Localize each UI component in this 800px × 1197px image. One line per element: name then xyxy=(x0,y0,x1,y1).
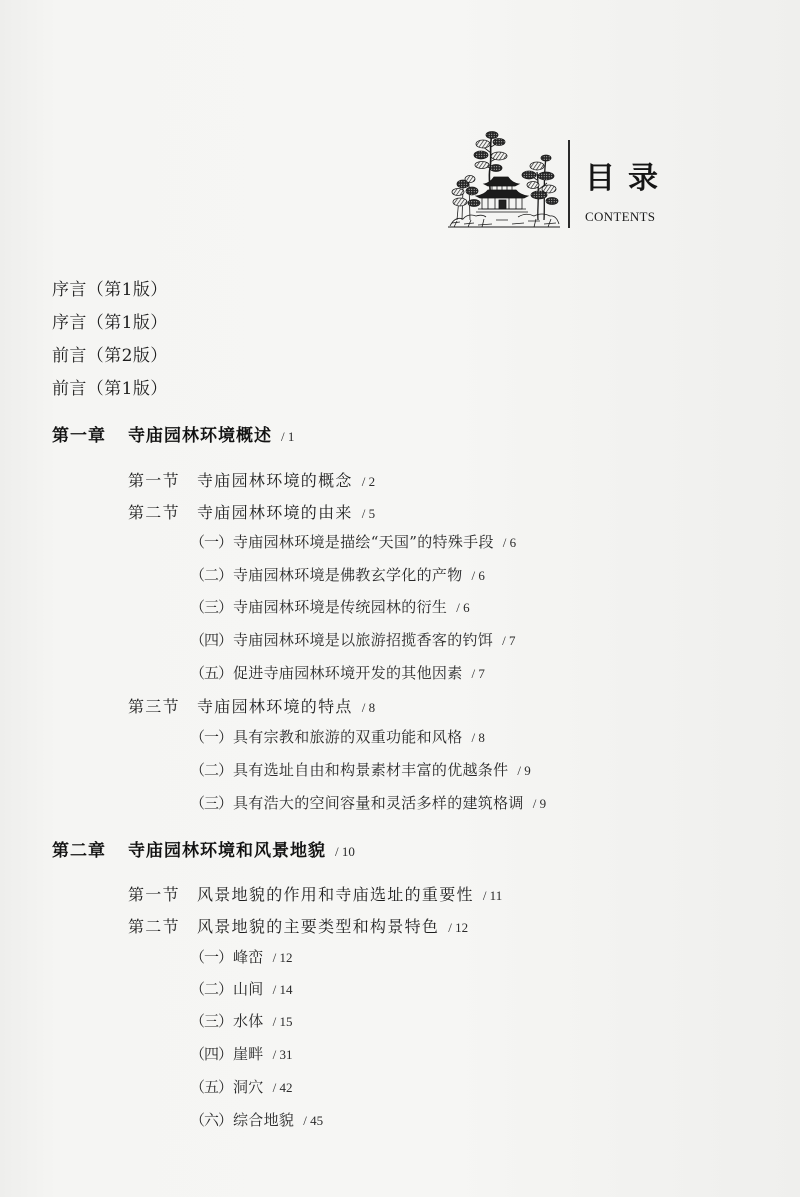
section-label: 第三节 xyxy=(128,697,180,716)
subsection-title: 具有宗教和旅游的双重功能和风格 xyxy=(233,728,463,746)
subsection-title: 寺庙园林环境是佛教玄学化的产物 xyxy=(233,566,463,584)
section-title: 风景地貌的主要类型和构景特色 xyxy=(197,917,440,936)
toc-front-matter-item xyxy=(52,313,168,333)
front-matter-title: 序言（第1版） xyxy=(52,280,168,300)
page-title: 目录 xyxy=(585,161,671,196)
toc-subsection xyxy=(190,980,292,998)
subsection-title: 峰峦 xyxy=(233,948,264,966)
subsection-title: 综合地貌 xyxy=(233,1111,295,1129)
toc-subsection xyxy=(190,794,546,812)
section-label: 第一节 xyxy=(128,885,180,904)
subsection-label: （三） xyxy=(190,598,233,616)
subsection-label: （四） xyxy=(190,1045,233,1063)
subsection-title: 寺庙园林环境是传统园林的衍生 xyxy=(233,598,448,616)
toc-subsection xyxy=(190,566,485,584)
header-divider xyxy=(568,140,570,228)
chapter-label: 第一章 xyxy=(52,426,106,446)
subsection-title: 具有选址自由和构景素材丰富的优越条件 xyxy=(233,761,509,779)
subsection-label: （三） xyxy=(190,794,233,812)
subsection-label: （六） xyxy=(190,1111,233,1129)
page-number: / 7 xyxy=(502,633,516,648)
chapter-title: 寺庙园林环境和风景地貌 xyxy=(128,841,326,861)
front-matter-title: 序言（第1版） xyxy=(52,313,168,333)
page-number: / 2 xyxy=(361,474,376,489)
subsection-title: 促进寺庙园林环境开发的其他因素 xyxy=(233,664,463,682)
toc-section xyxy=(128,471,375,490)
page-number: / 31 xyxy=(272,1047,293,1062)
subsection-title: 具有浩大的空间容量和灵活多样的建筑格调 xyxy=(233,794,524,812)
page-number: / 9 xyxy=(517,763,531,778)
page-subtitle: CONTENTS xyxy=(585,209,656,224)
page-number: / 5 xyxy=(361,506,376,521)
toc-subsection xyxy=(190,1078,292,1096)
front-matter-title: 前言（第1版） xyxy=(52,379,168,399)
subsection-label: （一） xyxy=(190,728,233,746)
front-matter-title: 前言（第2版） xyxy=(52,346,168,366)
subsection-title: 水体 xyxy=(233,1012,264,1030)
subsection-label: （二） xyxy=(190,566,233,584)
page-number: / 6 xyxy=(456,600,470,615)
page-number: / 12 xyxy=(448,920,469,935)
page-number: / 10 xyxy=(335,844,355,859)
subsection-label: （一） xyxy=(190,533,233,551)
page-number: / 1 xyxy=(281,429,295,444)
toc-subsection xyxy=(190,761,531,779)
right-tree xyxy=(522,155,558,220)
page-number: / 7 xyxy=(471,666,485,681)
page-number: / 15 xyxy=(272,1014,293,1029)
toc-subsection xyxy=(190,728,485,746)
subsection-label: （四） xyxy=(190,631,233,649)
subsection-label: （二） xyxy=(190,761,233,779)
temple-pavilion xyxy=(476,177,528,212)
toc-front-matter-item xyxy=(52,346,168,366)
subsection-title: 寺庙园林环境是以旅游招揽香客的钓饵 xyxy=(233,631,494,649)
page-number: / 9 xyxy=(532,796,547,811)
toc-subsection xyxy=(190,1012,292,1030)
page-number: / 6 xyxy=(502,535,517,550)
section-label: 第二节 xyxy=(128,917,180,936)
left-shrubs xyxy=(452,176,480,221)
section-label: 第二节 xyxy=(128,503,180,522)
toc-subsection xyxy=(190,1111,323,1129)
toc-front-matter-item xyxy=(52,379,168,399)
toc-subsection xyxy=(190,664,485,682)
page-number: / 11 xyxy=(482,888,503,903)
subsection-label: （一） xyxy=(190,948,233,966)
section-title: 寺庙园林环境的由来 xyxy=(197,503,353,522)
section-label: 第一节 xyxy=(128,471,180,490)
page-number: / 8 xyxy=(471,730,485,745)
ground-rocks xyxy=(448,214,560,227)
temple-tree-illustration xyxy=(448,128,560,228)
subsection-label: （五） xyxy=(190,1078,233,1096)
toc-subsection xyxy=(190,533,516,551)
toc-subsection xyxy=(190,948,292,966)
subsection-title: 洞穴 xyxy=(233,1078,264,1096)
subsection-title: 山间 xyxy=(233,980,264,998)
toc-subsection xyxy=(190,598,470,616)
subsection-label: （二） xyxy=(190,980,233,998)
toc-section xyxy=(128,503,375,522)
toc-section xyxy=(128,697,375,716)
page-number: / 45 xyxy=(303,1113,324,1128)
page-number: / 6 xyxy=(471,568,485,583)
toc-chapter xyxy=(52,426,294,446)
page-number: / 42 xyxy=(272,1080,293,1095)
chapter-title: 寺庙园林环境概述 xyxy=(128,426,272,446)
chapter-label: 第二章 xyxy=(52,841,106,861)
toc-subsection xyxy=(190,1045,292,1063)
toc-section xyxy=(128,917,468,936)
toc-front-matter-item xyxy=(52,280,168,300)
section-title: 寺庙园林环境的特点 xyxy=(197,697,353,716)
section-title: 风景地貌的作用和寺庙选址的重要性 xyxy=(197,885,474,904)
toc-subsection xyxy=(190,631,515,649)
section-title: 寺庙园林环境的概念 xyxy=(197,471,353,490)
toc-section xyxy=(128,885,502,904)
page-number: / 8 xyxy=(361,700,376,715)
toc-chapter xyxy=(52,841,355,861)
subsection-title: 崖畔 xyxy=(233,1045,264,1063)
subsection-title: 寺庙园林环境是描绘“天国”的特殊手段 xyxy=(233,533,494,551)
page-number: / 14 xyxy=(272,982,293,997)
subsection-label: （三） xyxy=(190,1012,233,1030)
subsection-label: （五） xyxy=(190,664,233,682)
page-number: / 12 xyxy=(272,950,293,965)
